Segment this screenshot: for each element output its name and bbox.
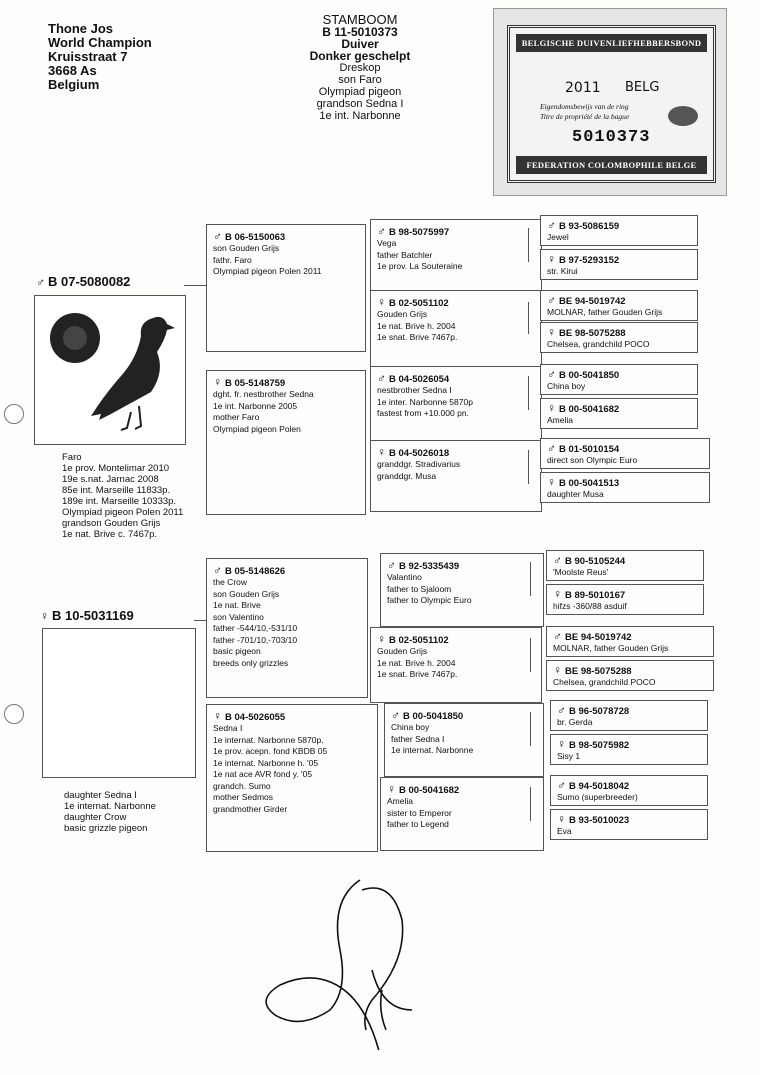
pedigree-box-gen2	[206, 370, 366, 515]
pedigree-line: sister to Emperor	[387, 807, 452, 818]
female-icon: ♀	[547, 475, 556, 489]
pedigree-box-gen4	[550, 700, 708, 731]
connector	[184, 285, 206, 286]
pedigree-line: dght. fr. nestbrother Sedna	[213, 389, 314, 399]
sire-note: Olympiad pigeon Polen 2011	[62, 507, 184, 518]
male-icon: ♂	[547, 441, 556, 455]
ring-number: B 01-5010154	[559, 444, 620, 455]
header-ring: B 11-5010373	[322, 25, 398, 39]
connector	[528, 450, 529, 484]
dam-note: daughter Sedna I	[64, 790, 137, 801]
ring-number: B 00-5041682	[559, 404, 620, 415]
ring-number: B 05-5148759	[225, 378, 286, 389]
pedigree-box-gen4	[540, 322, 698, 353]
pedigree-box-gen4	[546, 550, 704, 581]
pedigree-line: the Crow	[213, 577, 248, 587]
pedigree-line: granddgr. Musa	[377, 470, 437, 481]
pedigree-line: grandmother Girder	[213, 803, 288, 814]
male-icon: ♂	[377, 371, 386, 385]
signature-icon	[262, 870, 432, 1050]
sire-note: 1e nat. Brive c. 7467p.	[62, 529, 158, 540]
pedigree-box-gen3	[370, 366, 542, 444]
ring-number: B 89-5010167	[565, 590, 626, 601]
pedigree-line: Chelsea, grandchild POCO	[553, 677, 656, 687]
header-sex: Duiver	[341, 37, 379, 51]
ring-number: BE 98-5075288	[559, 328, 626, 339]
female-icon: ♀	[377, 295, 386, 309]
pedigree-line: Amelia	[547, 415, 573, 425]
pedigree-line: son Gouden Grijs	[213, 588, 280, 599]
connector	[530, 638, 531, 672]
pedigree-line: Jewel	[547, 232, 569, 242]
ring-number: B 00-5041850	[403, 711, 464, 722]
pedigree-line: father to Sjaloom	[387, 583, 452, 594]
pedigree-line: Gouden Grijs	[377, 309, 428, 319]
owner-line: Thone Jos	[48, 21, 114, 36]
male-icon: ♂	[553, 629, 562, 643]
pedigree-box-gen3	[370, 219, 542, 297]
owner-block	[48, 22, 152, 92]
pedigree-line: Amelia	[387, 796, 413, 806]
pedigree-line: nestbrother Sedna I	[377, 385, 452, 395]
ring-number: B 04-5026055	[225, 712, 286, 723]
pedigree-line: father -544/10,-531/10	[213, 623, 298, 633]
certificate-year: 2011	[565, 80, 601, 96]
ring-number: B 06-5150063	[225, 232, 286, 243]
pedigree-box-gen4	[540, 290, 698, 321]
pedigree-line: Olympiad pigeon Polen 2011	[213, 266, 322, 276]
certificate-number: 5010373	[572, 128, 651, 147]
header-line: son Faro	[338, 74, 382, 86]
pedigree-line: Olympiad pigeon Polen	[213, 423, 301, 434]
pedigree-line: China boy	[391, 722, 430, 732]
ring-number: BE 94-5019742	[559, 296, 626, 307]
pedigree-line: 1e internat. Narbonne 5870p.	[213, 734, 324, 745]
ring-number: B 92-5335439	[399, 561, 460, 572]
header-line: Dreskop	[339, 62, 381, 74]
pedigree-line: father Batchler	[377, 249, 433, 260]
connector	[528, 228, 529, 262]
pedigree-line: breeds only grizzles	[213, 657, 289, 668]
pedigree-line: Sisy 1	[557, 751, 581, 761]
sire-ring-number: B 07-5080082	[48, 274, 131, 289]
male-icon: ♂	[547, 293, 556, 307]
ring-number: B 02-5051102	[389, 298, 449, 309]
male-icon: ♂	[547, 367, 556, 381]
pedigree-line: 'Moolste Reus'	[553, 567, 609, 577]
female-icon: ♀	[553, 663, 562, 677]
ring-number: B 98-5075982	[569, 740, 630, 751]
female-icon: ♂	[391, 708, 400, 722]
pedigree-line: direct son Olympic Euro	[547, 455, 638, 465]
dam-note: daughter Crow	[64, 812, 127, 823]
pedigree-line: str. Kirui	[547, 266, 578, 276]
pedigree-line: China boy	[547, 381, 586, 391]
ring-certificate	[493, 8, 727, 196]
dam-note: basic grizzle pigeon	[64, 823, 148, 834]
ring-number: B 93-5010023	[569, 815, 630, 826]
pedigree-line: MOLNAR, father Gouden Grijs	[553, 643, 669, 653]
pedigree-line: father Sedna I	[391, 733, 445, 744]
certificate-top-band: BELGISCHE DUIVENLIEFHEBBERSBOND	[516, 34, 707, 52]
pedigree-line: Chelsea, grandchild POCO	[547, 339, 650, 349]
female-icon: ♀	[553, 587, 562, 601]
sire-note: 85e int. Marseille 11833p.	[62, 485, 171, 496]
female-icon: ♀	[547, 401, 556, 415]
sire-note: 1e prov. Montelimar 2010	[62, 463, 170, 474]
pedigree-line: 1e nat ace AVR fond y. '05	[213, 769, 313, 779]
federation-emblem-icon	[668, 106, 698, 126]
male-icon: ♂	[377, 224, 386, 238]
sire-notes	[62, 452, 183, 540]
binder-hole-icon	[4, 404, 24, 424]
male-icon: ♂	[36, 275, 45, 289]
connector	[194, 620, 206, 621]
pedigree-line: fastest from +10.000 pn.	[377, 408, 469, 418]
female-icon: ♀	[377, 445, 386, 459]
dam-ring	[40, 608, 134, 623]
document-title: STAMBOOM	[322, 12, 398, 27]
pedigree-line: 1e nat. Brive	[213, 600, 261, 610]
pedigree-line: fathr. Faro	[213, 254, 252, 265]
pedigree-line: 1e nat. Brive h. 2004	[377, 320, 456, 331]
pedigree-line: father -701/10,-703/10	[213, 634, 298, 645]
owner-line: World Champion	[48, 35, 152, 50]
header-line: grandson Sedna I	[316, 98, 404, 110]
ring-number: B 94-5018042	[569, 781, 630, 792]
pedigree-line: 1e prov. La Souteraine	[377, 261, 463, 271]
pedigree-line: 1e internat. Narbonne h. '05	[213, 757, 319, 768]
male-icon: ♂	[557, 778, 566, 792]
connector	[530, 712, 531, 746]
pedigree-line: basic pigeon	[213, 646, 261, 656]
pedigree-line: 1e snat. Brive 7467p.	[377, 669, 458, 679]
pedigree-line: Sedna I	[213, 723, 243, 733]
pedigree-box-gen4	[546, 584, 704, 615]
pedigree-line: 1e int. Narbonne 2005	[213, 400, 298, 411]
pedigree-box-gen2	[206, 704, 378, 852]
pigeon-photo	[35, 296, 185, 444]
pedigree-line: 1e inter. Narbonne 5870p	[377, 396, 473, 407]
connector	[530, 562, 531, 596]
owner-line: Belgium	[48, 77, 100, 92]
pedigree-line: grandch. Sumo	[213, 780, 271, 791]
pedigree-line: father to Olympic Euro	[387, 595, 472, 605]
pedigree-box-gen4	[540, 472, 710, 503]
ring-number: B 96-5078728	[569, 706, 630, 717]
header-line: Olympiad pigeon	[318, 86, 402, 98]
connector	[528, 302, 529, 334]
pedigree-line: mother Sedmos	[213, 792, 273, 802]
certificate-country: BELG	[625, 80, 660, 95]
sire-note: 189e int. Marseille 10333p.	[62, 496, 177, 507]
pedigree-box-gen3	[370, 290, 542, 368]
ring-number: B 04-5026054	[389, 374, 450, 385]
female-icon: ♀	[557, 737, 566, 751]
dam-note: 1e internat. Narbonne	[64, 801, 156, 812]
male-icon: ♂	[547, 218, 556, 232]
ring-number: B 00-5041513	[559, 478, 620, 489]
pedigree-box-gen3	[380, 553, 544, 627]
pedigree-box-gen4	[550, 775, 708, 806]
pedigree-line: granddgr. Stradivarius	[377, 459, 461, 469]
pedigree-box-gen3	[380, 777, 544, 851]
pedigree-line: Vega	[377, 238, 397, 248]
pedigree-line: MOLNAR, father Gouden Grijs	[547, 307, 663, 317]
female-icon: ♀	[547, 252, 556, 266]
pedigree-line: hifzs -360/88 asduif	[553, 601, 627, 611]
sire-note: 19e s.nat. Jarnac 2008	[62, 474, 159, 485]
connector	[530, 787, 531, 821]
pedigree-line: 1e prov. acepn. fond KBDB 05	[213, 746, 328, 756]
ring-number: B 90-5105244	[565, 556, 626, 567]
certificate-line: Eigendomsbewijs van de ring	[540, 102, 629, 111]
pedigree-box-gen4	[540, 364, 698, 395]
male-icon: ♂	[553, 553, 562, 567]
certificate-frame	[507, 25, 716, 183]
female-icon: ♀	[40, 609, 49, 623]
pedigree-line: Valantino	[387, 572, 422, 582]
female-icon: ♀	[387, 782, 396, 796]
connector	[528, 376, 529, 410]
pedigree-box-gen4	[540, 215, 698, 246]
dam-ring-number: B 10-5031169	[52, 608, 134, 623]
male-icon: ♂	[213, 229, 222, 243]
pedigree-header	[290, 14, 430, 122]
ring-number: B 00-5041850	[559, 370, 620, 381]
pedigree-line: son Valentino	[213, 611, 264, 622]
owner-line: 3668 As	[48, 63, 97, 78]
female-icon: ♀	[213, 709, 222, 723]
pedigree-box-gen2	[206, 224, 366, 352]
pedigree-line: 1e snat. Brive 7467p.	[377, 332, 458, 342]
female-icon: ♀	[213, 375, 222, 389]
pedigree-line: Gouden Grijs	[377, 646, 428, 656]
owner-line: Kruisstraat 7	[48, 49, 128, 64]
pedigree-box-gen4	[546, 626, 714, 657]
pedigree-box-gen2	[206, 558, 368, 698]
pedigree-box-gen4	[550, 809, 708, 840]
male-icon: ♂	[557, 703, 566, 717]
header-line: 1e int. Narbonne	[319, 110, 401, 122]
pedigree-box-gen3	[370, 627, 542, 703]
pedigree-box-gen4	[540, 398, 698, 429]
pedigree-line: 1e nat. Brive h. 2004	[377, 657, 456, 668]
female-icon: ♀	[547, 325, 556, 339]
male-icon: ♂	[387, 558, 396, 572]
male-icon: ♂	[213, 563, 222, 577]
sire-photo	[34, 295, 186, 445]
pedigree-line: son Gouden Grijs	[213, 243, 280, 253]
dam-photo-empty	[42, 628, 196, 778]
sire-ring	[36, 274, 130, 289]
ring-number: B 00-5041682	[399, 785, 460, 796]
sire-note: grandson Gouden Grijs	[62, 518, 161, 529]
female-icon: ♀	[377, 632, 386, 646]
ring-number: B 02-5051102	[389, 635, 449, 646]
pedigree-line: mother Faro	[213, 412, 260, 422]
pedigree-box-gen4	[540, 438, 710, 469]
pedigree-box-gen4	[540, 249, 698, 280]
ring-number: BE 98-5075288	[565, 666, 632, 677]
ring-number: B 05-5148626	[225, 566, 286, 577]
certificate-line: Titre de propriété de la bague	[540, 112, 630, 121]
pedigree-line: br. Gerda	[557, 717, 593, 727]
pedigree-box-gen4	[546, 660, 714, 691]
pedigree-box-gen3	[370, 440, 542, 512]
header-color: Donker geschelpt	[309, 49, 411, 63]
pedigree-line: Sumo (superbreeder)	[557, 792, 638, 802]
pedigree-line: Eva	[557, 826, 572, 836]
ring-number: B 98-5075997	[389, 227, 450, 238]
pedigree-box-gen4	[550, 734, 708, 765]
ring-number: B 97-5293152	[559, 255, 620, 266]
binder-hole-icon	[4, 704, 24, 724]
pedigree-line: 1e internat. Narbonne	[391, 745, 474, 755]
ring-number: BE 94-5019742	[565, 632, 632, 643]
pedigree-box-gen3	[384, 703, 544, 777]
ring-number: B 04-5026018	[389, 448, 450, 459]
pedigree-line: father to Legend	[387, 819, 449, 829]
certificate-bottom-band: FEDERATION COLOMBOPHILE BELGE	[516, 156, 707, 174]
female-icon: ♀	[557, 812, 566, 826]
ring-number: B 93-5086159	[559, 221, 620, 232]
sire-note: Faro	[62, 452, 82, 463]
dam-notes	[64, 790, 156, 834]
pedigree-line: daughter Musa	[547, 489, 604, 499]
